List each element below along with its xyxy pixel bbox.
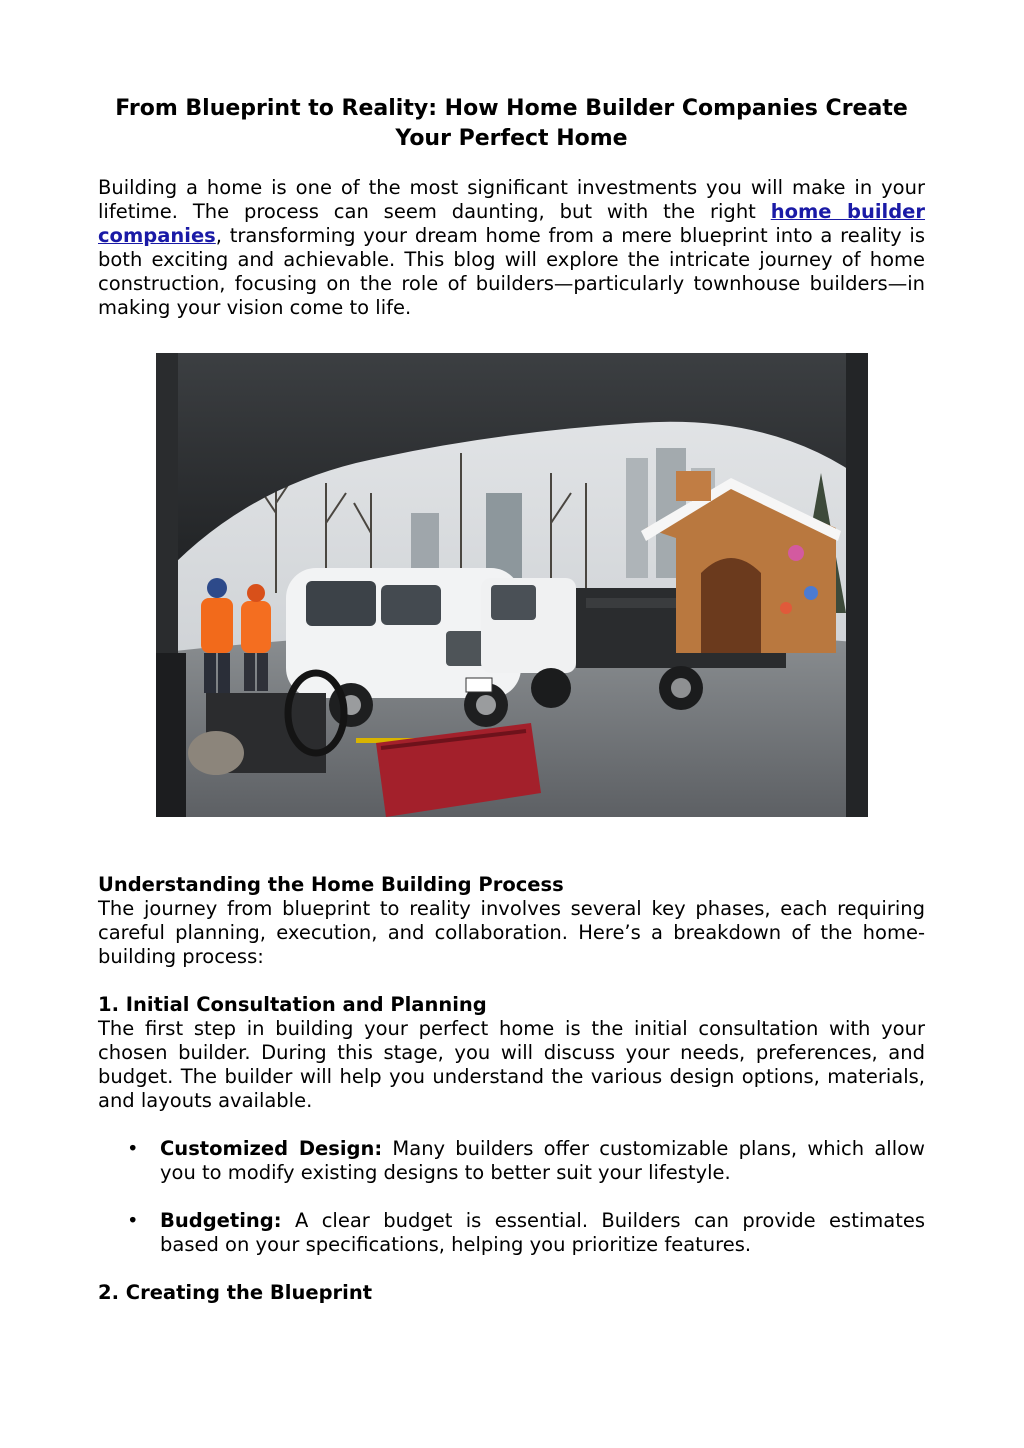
bullet-marker: • [127, 1137, 139, 1160]
section-understanding [98, 873, 925, 969]
section-body: The first step in building your perfect home is the initial consultation with your chosen builder. During this stage, you will discuss your needs, preferences, and budget. The builder will help you understand the various design options, materials, and layouts available. [98, 1017, 925, 1112]
bullet-label: Customized Design: [160, 1137, 383, 1160]
page-title: From Blueprint to Reality: How Home Builder Companies Create Your Perfect Home [115, 96, 908, 151]
intro-text-after: , transforming your dream home from a mere blueprint into a reality is both exciting and achievable. This blog will explore the intricate journey of home construction, focusing on the role of builders—particularly townhouse builders—in making your vision come to life. [98, 224, 925, 319]
section-initial-consultation [98, 993, 925, 1113]
intro-text-before: Building a home is one of the most significant investments you will make in your lifetime. The process can seem daunting, but with the right [98, 176, 925, 223]
bullet-text: Many builders offer customizable plans, which allow you to modify existing designs to better suit your lifestyle. [160, 1137, 926, 1184]
intro-paragraph [98, 176, 925, 320]
home-builder-companies-link[interactable]: home builder companies [98, 200, 926, 247]
section-heading: 1. Initial Consultation and Planning [98, 993, 487, 1016]
section-heading: Understanding the Home Building Process [98, 873, 564, 896]
bullet-list [98, 1137, 925, 1281]
document-page [98, 94, 926, 1304]
bullet-label: Budgeting: [160, 1209, 282, 1232]
bullet-text: A clear budget is essential. Builders can provide estimates based on your specifications, helping you prioritize features. [160, 1209, 925, 1256]
section-heading-creating-blueprint: 2. Creating the Blueprint [98, 1281, 373, 1304]
list-item [98, 1209, 925, 1257]
bullet-marker: • [127, 1209, 139, 1232]
construction-site-photo [156, 353, 868, 817]
section-body: The journey from blueprint to reality involves several key phases, each requiring careful planning, execution, and collaboration. Here’s a breakdown of the home-building process: [98, 897, 925, 968]
list-item [98, 1137, 925, 1185]
